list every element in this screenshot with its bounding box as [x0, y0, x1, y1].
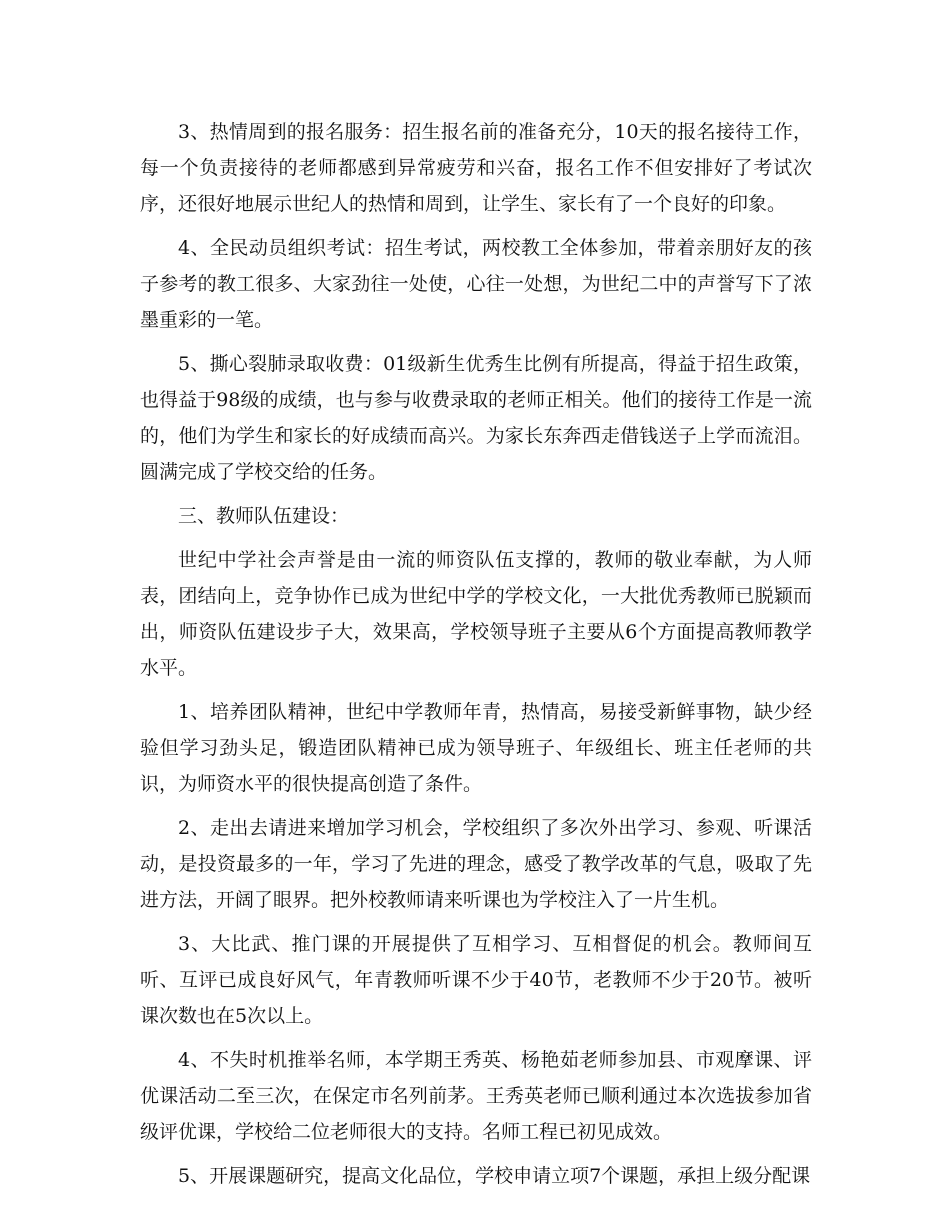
document-body [140, 114, 812, 1202]
section-heading-teacher-team: 三、教师队伍建设： [178, 505, 350, 527]
paragraph-learning-opportunities: 2、走出去请进来增加学习机会，学校组织了多次外出学习、参观、听课活动，是投资最多的一年，学习了先进的理念，感受了教学改革的气息，吸取了先进方法，开阔了眼界。把外校教师请来听课也为学校注入了一片生机。 [140, 817, 812, 911]
paragraph-team-spirit: 1、培养团队精神，世纪中学教师年青，热情高，易接受新鲜事物，缺少经验但学习劲头足，锻造团队精神已成为领导班子、年级组长、班主任老师的共识，为师资水平的很快提高创造了条件。 [140, 701, 812, 795]
paragraph-registration-service: 3、热情周到的报名服务：招生报名前的准备充分，10天的报名接待工作，每一个负责接待的老师都感到异常疲劳和兴奋，报名工作不但安排好了考试次序，还很好地展示世纪人的热情和周到，让学生、家长有了一个良好的印象。 [140, 121, 812, 215]
paragraph-exam-organization: 4、全民动员组织考试：招生考试，两校教工全体参加，带着亲朋好友的孩子参考的教工很多、大家劲往一处使，心往一处想，为世纪二中的声誉写下了浓墨重彩的一笔。 [140, 237, 812, 331]
paragraph-research-projects: 5、开展课题研究，提高文化品位，学校申请立项7个课题，承担上级分配课 [178, 1165, 811, 1187]
paragraph-open-classes: 3、大比武、推门课的开展提供了互相学习、互相督促的机会。教师间互听、互评已成良好风气，年青教师听课不少于40节，老教师不少于20节。被听课次数也在5次以上。 [140, 933, 812, 1027]
paragraph-famous-teachers: 4、不失时机推举名师，本学期王秀英、杨艳茹老师参加县、市观摩课、评优课活动二至三次，在保定市名列前茅。王秀英老师已顺利通过本次选拔参加省级评优课，学校给二位老师很大的支持。名师工程已初见成效。 [140, 1049, 812, 1143]
paragraph-admission-fees: 5、撕心裂肺录取收费：01级新生优秀生比例有所提高，得益于招生政策，也得益于98级的成绩，也与参与收费录取的老师正相关。他们的接待工作是一流的，他们为学生和家长的好成绩而高兴。为家长东奔西走借钱送子上学而流泪。圆满完成了学校交给的任务。 [140, 353, 812, 483]
paragraph-teacher-reputation: 世纪中学社会声誉是由一流的师资队伍支撑的，教师的敬业奉献，为人师表，团结向上，竞争协作已成为世纪中学的学校文化，一大批优秀教师已脱颖而出，师资队伍建设步子大，效果高，学校领导班子主要从6个方面提高教师教学水平。 [140, 549, 812, 679]
